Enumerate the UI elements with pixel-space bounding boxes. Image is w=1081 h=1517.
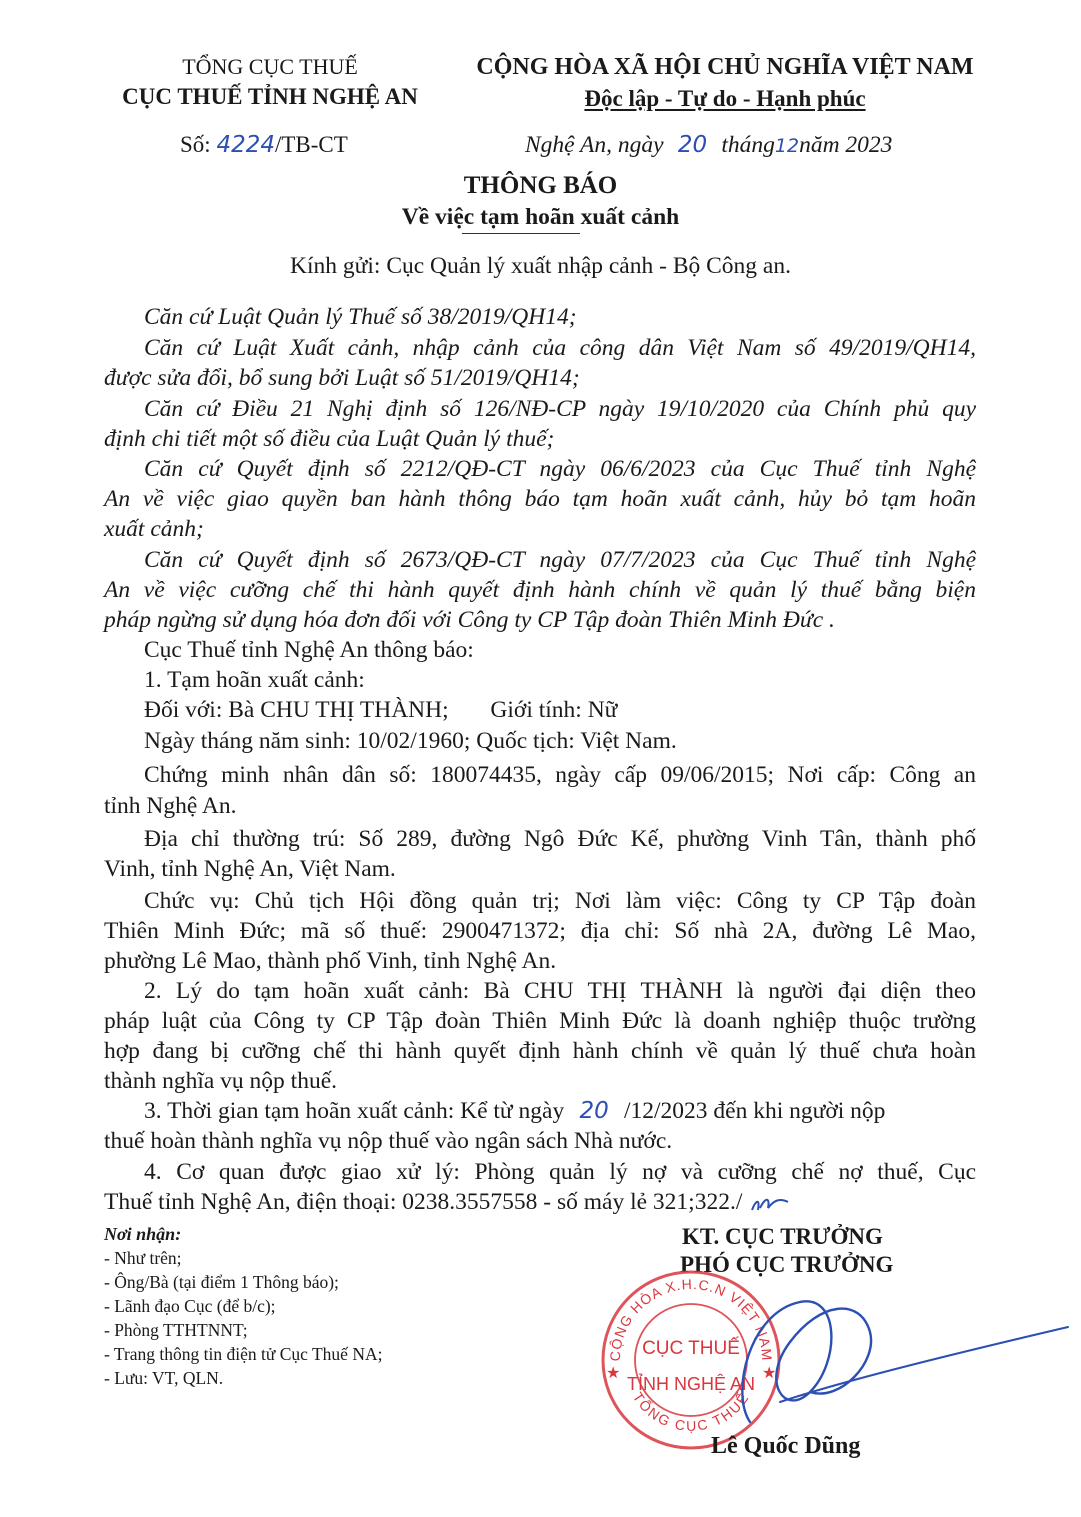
stamp-ring-bottom: TỔNG CỤC THUẾ <box>629 1389 753 1434</box>
legal-basis-5c: pháp ngừng sử dụng hóa đơn đối với Công ty CP Tập đoàn Thiên Minh Đức . <box>104 607 835 633</box>
legal-basis-3b: định chi tiết một số điều của Luật Quản lý thuế; <box>104 426 555 452</box>
legal-basis-4: Căn cứ Quyết định số 2212/QĐ-CT ngày 06/6/2023 của Cục Thuế tỉnh Nghệ <box>144 456 976 482</box>
section-2-line-b: pháp luật của Công ty CP Tập đoàn Thiên Minh Đức là doanh nghiệp thuộc trường <box>104 1008 976 1034</box>
position-line-c: phường Lê Mao, thành phố Vinh, tỉnh Nghệ An. <box>104 948 557 974</box>
section-2-line: 2. Lý do tạm hoãn xuất cảnh: Bà CHU THỊ THÀNH là người đại diện theo <box>144 978 976 1004</box>
signature-scribble <box>690 1272 1070 1452</box>
id-card-line: Chứng minh nhân dân số: 180074435, ngày cấp 09/06/2015; Nơi cấp: Công an <box>144 762 976 788</box>
agency-header <box>80 52 460 112</box>
legal-basis-4b: An về việc giao quyền ban hành thông báo tạm hoãn xuất cảnh, hủy bỏ tạm hoãn <box>104 486 976 512</box>
legal-basis-1: Căn cứ Luật Quản lý Thuế số 38/2019/QH14; <box>144 304 577 330</box>
document-date: Nghệ An, ngày 20 tháng12năm 2023 <box>525 132 893 158</box>
stamp-center-2: TỈNH NGHỆ AN <box>626 1374 756 1394</box>
agency-name: CỤC THUẾ TỈNH NGHỆ AN <box>122 84 418 109</box>
section-3-line-b: thuế hoàn thành nghĩa vụ nộp thuế vào ngân sách Nhà nước. <box>104 1128 673 1154</box>
stamp-center-1: CỤC THUẾ <box>642 1338 740 1359</box>
signature-title-2: PHÓ CỤC TRƯỞNG <box>680 1252 894 1277</box>
signature-title-1: KT. CỤC TRƯỞNG <box>682 1224 883 1249</box>
document-subtitle: Về việc tạm hoãn xuất cảnh <box>401 204 680 230</box>
receiver-item: - Ông/Bà (tại điểm 1 Thông báo); <box>104 1272 339 1292</box>
document-number: Số: 4224/TB-CT <box>180 132 348 158</box>
receiver-item: - Trang thông tin điện tử Cục Thuế NA; <box>104 1344 383 1364</box>
person-name: Đối với: Bà CHU THỊ THÀNH; <box>144 697 449 723</box>
section-2-line-d: thành nghĩa vụ nộp thuế. <box>104 1068 338 1094</box>
republic-title: CỘNG HÒA XÃ HỘI CHỦ NGHĨA VIỆT NAM <box>476 54 974 80</box>
receiver-item: - Lưu: VT, QLN. <box>104 1368 224 1388</box>
person-nationality: Quốc tịch: Việt Nam. <box>476 728 677 754</box>
stamp-star-icon: ★ <box>606 1365 621 1382</box>
person-birthdate: Ngày tháng năm sinh: 10/02/1960; <box>144 728 471 754</box>
section-4-line-b: Thuế tỉnh Nghệ An, điện thoại: 0238.3557558 - số máy lẻ 321;322./ <box>104 1187 976 1217</box>
handwritten-start-day: 20 <box>579 1098 609 1124</box>
receiver-item: - Phòng TTHTNNT; <box>104 1320 248 1340</box>
person-gender: Giới tính: Nữ <box>490 697 618 723</box>
legal-basis-3: Căn cứ Điều 21 Nghị định số 126/NĐ-CP ngày 19/10/2020 của Chính phủ quy <box>144 396 976 422</box>
person-line <box>104 695 976 725</box>
recipient-line: Kính gửi: Cục Quản lý xuất nhập cảnh - Bộ Công an. <box>290 253 791 279</box>
section-3-line: 3. Thời gian tạm hoãn xuất cảnh: Kể từ ngày 20 /12/2023 đến khi người nộp <box>144 1098 886 1124</box>
legal-basis-4c: xuất cảnh; <box>104 516 204 542</box>
section-4-line: 4. Cơ quan được giao xử lý: Phòng quản lý nợ và cưỡng chế nợ thuế, Cục <box>144 1159 976 1185</box>
national-header <box>455 52 995 114</box>
national-motto: Độc lập - Tự do - Hạnh phúc <box>584 86 866 111</box>
position-line: Chức vụ: Chủ tịch Hội đồng quản trị; Nơi làm việc: Công ty CP Tập đoàn <box>144 888 976 914</box>
position-line-b: Thiên Minh Đức; mã số thuế: 2900471372; địa chỉ: Số nhà 2A, đường Lê Mao, <box>104 918 976 944</box>
handwritten-month: 12 <box>774 135 800 157</box>
receiver-item: - Như trên; <box>104 1248 182 1268</box>
handwritten-number: 4224 <box>216 132 275 158</box>
stamp-star-icon: ★ <box>762 1365 777 1382</box>
legal-basis-2: Căn cứ Luật Xuất cảnh, nhập cảnh của công dân Việt Nam số 49/2019/QH14, <box>144 335 976 361</box>
agency-parent: TỔNG CỤC THUẾ <box>182 54 358 79</box>
section-1-heading: 1. Tạm hoãn xuất cảnh: <box>144 667 365 693</box>
subtitle-underline <box>462 233 580 234</box>
signer-name: Lê Quốc Dũng <box>711 1433 861 1459</box>
address-line: Địa chỉ thường trú: Số 289, đường Ngô Đức Kế, phường Vinh Tân, thành phố <box>144 826 976 852</box>
stamp-ring-top: CỘNG HÒA X.H.C.N VIỆT NAM <box>606 1275 776 1362</box>
address-line-b: Vinh, tỉnh Nghệ An, Việt Nam. <box>104 856 396 882</box>
legal-basis-2b: được sửa đổi, bổ sung bởi Luật số 51/2019/QH14; <box>104 365 580 391</box>
section-2-line-c: hợp đang bị cưỡng chế thi hành quyết định hành chính về quản lý thuế chưa hoàn <box>104 1038 976 1064</box>
handwritten-day: 20 <box>677 132 708 158</box>
id-card-line-b: tỉnh Nghệ An. <box>104 793 237 819</box>
announcement-intro: Cục Thuế tỉnh Nghệ An thông báo: <box>144 637 474 663</box>
receivers-title: Nơi nhận: <box>104 1224 182 1244</box>
document-title: THÔNG BÁO <box>463 172 618 199</box>
birth-nationality-line <box>104 726 976 756</box>
receiver-item: - Lãnh đạo Cục (để b/c); <box>104 1296 276 1316</box>
legal-basis-5b: An về việc cưỡng chế thi hành quyết định hành chính về quản lý thuế bằng biện <box>104 577 976 603</box>
legal-basis-5: Căn cứ Quyết định số 2673/QĐ-CT ngày 07/7/2023 của Cục Thuế tỉnh Nghệ <box>144 547 976 573</box>
initials-mark <box>748 1192 792 1216</box>
